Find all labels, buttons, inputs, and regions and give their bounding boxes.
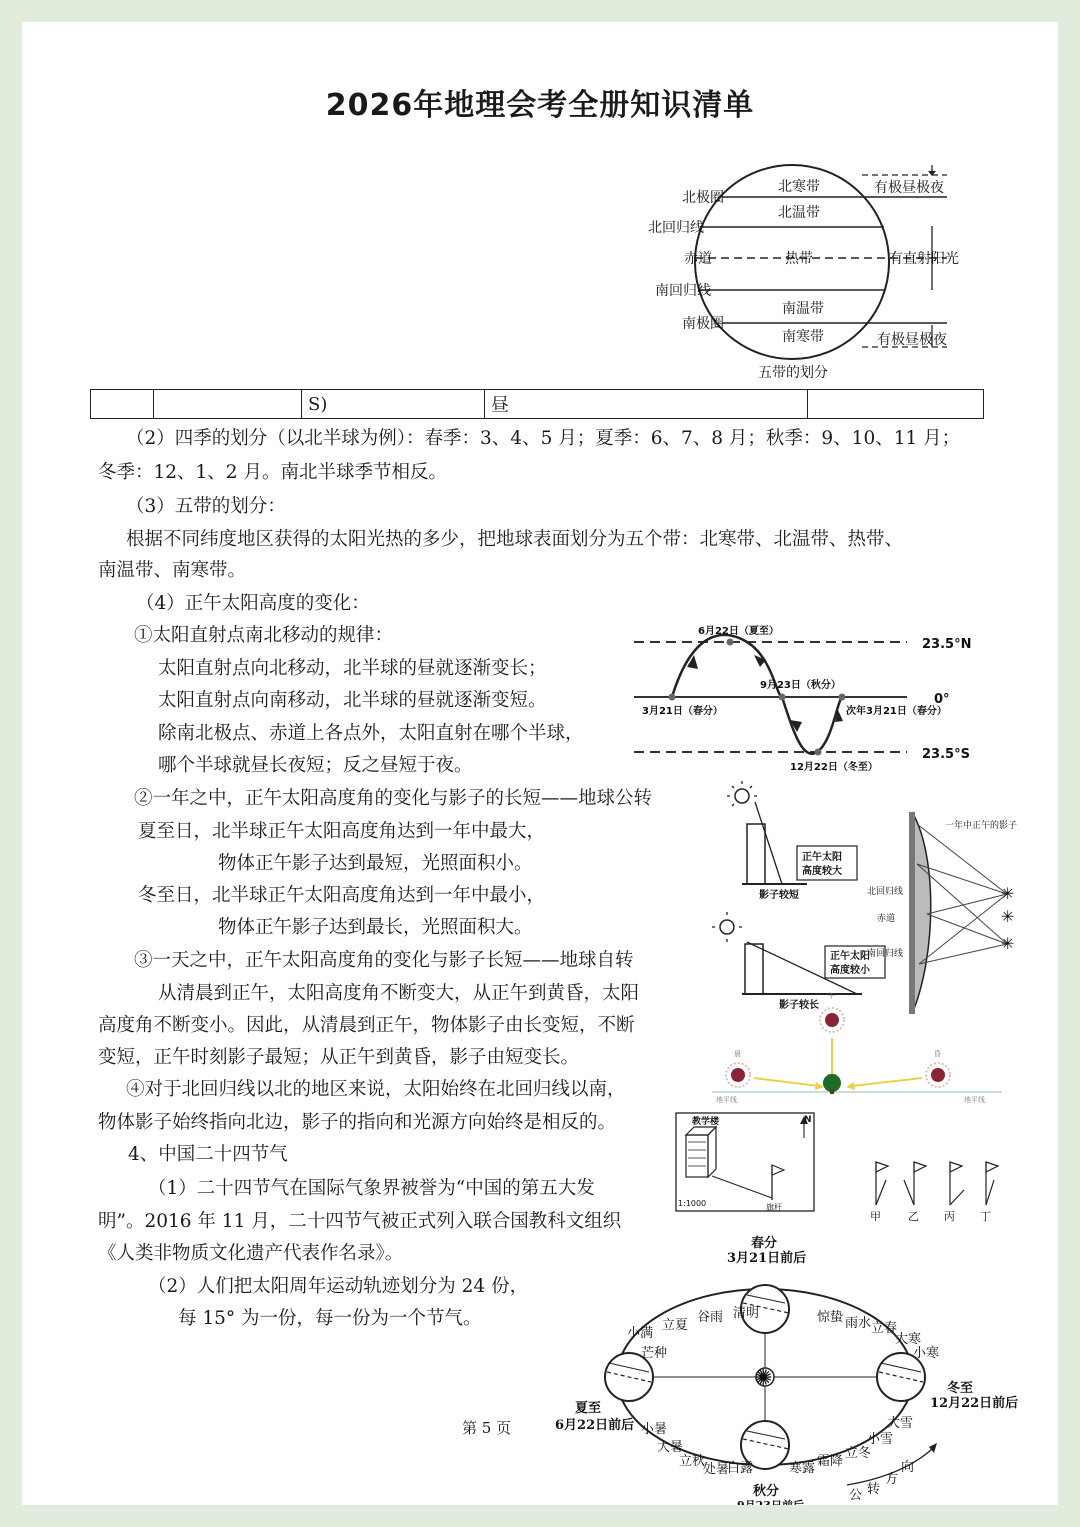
lat-mark-equator: 赤道 [877, 914, 896, 924]
direction-char: 向 [901, 1460, 915, 1475]
page-title: 2026年地理会考全册知识清单 [325, 88, 755, 123]
day-label-evening: 昏 [934, 1050, 941, 1058]
box1-line1: 正午太阳 [802, 852, 842, 863]
day-label-noon: 午 [828, 992, 835, 1000]
school-flagpole-diagram [674, 1110, 1014, 1223]
paragraph: ①太阳直射点南北移动的规律： [134, 625, 394, 646]
lat-mark-cancer: 北回归线 [867, 887, 904, 897]
paragraph: 从清晨到正午，太阳高度角不断变大，从正午到黄昏，太阳 [158, 983, 640, 1004]
short-shadow-label: 影子较短 [759, 890, 799, 901]
summer-label: 夏至 [575, 1401, 602, 1416]
term-label: 大寒 [895, 1332, 922, 1347]
flag-label-yi: 乙 [908, 1210, 919, 1223]
paragraph: 每 15° 为一份，每一份为一个节气。 [178, 1308, 482, 1329]
term-label: 立秋 [679, 1454, 706, 1469]
term-label: 大雪 [887, 1416, 914, 1431]
north-label: N [804, 1115, 812, 1125]
term-label: 小寒 [913, 1346, 940, 1361]
flag-label-ding: 丁 [980, 1210, 991, 1223]
noon-shadow-label: 一年中正午的影子 [945, 821, 1018, 831]
paragraph: 太阳直射点向南移动，北半球的昼就逐渐变短。 [158, 690, 547, 711]
five-zones-diagram [622, 157, 1002, 387]
sun-icon: ✳ [1001, 934, 1015, 953]
day-label-morning: 晨 [734, 1050, 741, 1058]
zones-caption: 五带的划分 [758, 365, 828, 381]
paragraph: （2）人们把太阳周年运动轨迹划分为 24 份， [148, 1276, 529, 1297]
spring-label: 春分 [751, 1236, 778, 1251]
paragraph: 物体正午影子达到最长，光照面积大。 [218, 917, 533, 938]
term-label: 立冬 [845, 1446, 872, 1461]
paragraph: （3）五带的划分： [126, 496, 286, 517]
point-summer-solstice: 6月22日（夏至） [698, 626, 779, 637]
paragraph: ③一天之中，正午太阳高度角的变化与影子长短——地球自转 [134, 950, 634, 971]
autumn-label: 秋分 [753, 1484, 780, 1499]
table-row-fragment [90, 389, 984, 419]
term-label: 处暑 [703, 1462, 730, 1477]
table-cell [808, 390, 984, 419]
term-label: 寒露 [789, 1461, 816, 1476]
sun-icon [754, 1366, 774, 1391]
term-label: 霜降 [817, 1454, 844, 1469]
lat-label-north: 23.5°N [922, 637, 972, 652]
point-spring-equinox: 3月21日（春分） [642, 706, 723, 717]
term-label: 惊蛰 [817, 1310, 844, 1325]
sun-icon [926, 1063, 950, 1087]
point-autumn-equinox: 9月23日（秋分） [760, 680, 841, 691]
term-label: 小雪 [867, 1432, 894, 1447]
paragraph: （4）正午太阳高度的变化： [136, 593, 370, 614]
zones-right-direct-sun: 有直射阳光 [889, 251, 959, 267]
box2-line1: 正午太阳 [830, 951, 870, 962]
term-label: 雨水 [845, 1316, 872, 1331]
table-cell [91, 390, 154, 419]
paragraph: 物体正午影子达到最短，光照面积小。 [218, 853, 533, 874]
building-label: 教学楼 [692, 1117, 720, 1127]
flag-label-bing: 丙 [944, 1210, 955, 1223]
term-label: 清明 [733, 1306, 760, 1321]
solar-terms-diagram [527, 1217, 1027, 1512]
flag-label-jia: 甲 [870, 1210, 881, 1223]
paragraph: （1）二十四节气在国际气象界被誉为“中国的第五大发 [148, 1178, 595, 1199]
document-page [22, 22, 1058, 1512]
zone-south-frigid: 南寒带 [782, 329, 824, 345]
term-label: 小暑 [641, 1422, 668, 1437]
paragraph: 太阳直射点向北移动，北半球的昼就逐渐变长； [158, 658, 547, 679]
lat-label-south: 23.5°S [922, 747, 970, 762]
paragraph: ④对于北回归线以北的地区来说，太阳始终在北回归线以南， [126, 1079, 626, 1100]
paragraph: 夏至日，北半球正午太阳高度角达到一年中最大， [138, 821, 546, 842]
zones-label-antarctic-circle: 南极圈 [682, 316, 724, 332]
noon-shadow-diagram [687, 784, 1027, 1014]
term-label: 芒种 [641, 1346, 668, 1361]
term-label: 立春 [871, 1321, 898, 1336]
zone-north-frigid: 北寒带 [778, 179, 820, 195]
table-cell [154, 390, 302, 419]
lat-mark-capricorn: 南回归线 [867, 949, 904, 959]
direction-char: 公 [849, 1488, 863, 1503]
direction-char: 方 [885, 1472, 899, 1487]
zone-north-temperate: 北温带 [778, 205, 820, 221]
long-shadow-label: 影子较长 [779, 1000, 819, 1011]
scale-label: 1:1000 [678, 1199, 707, 1208]
term-label: 大暑 [657, 1440, 684, 1455]
paragraph: 南温带、南寒带。 [98, 560, 247, 581]
point-winter-solstice: 12月22日（冬至） [790, 762, 878, 773]
zones-label-tropic-capricorn: 南回归线 [655, 283, 711, 299]
paragraph: （2）四季的划分（以北半球为例）：春季：3、4、5 月；夏季：6、7、8 月；秋季：9、10、11 月； [126, 428, 961, 449]
paragraph: 《人类非物质文化遗产代表作名录》。 [98, 1243, 404, 1264]
winter-date: 12月22日前后 [930, 1396, 1019, 1411]
autumn-date: 9月23日前后 [737, 1499, 804, 1512]
zone-south-temperate: 南温带 [782, 301, 824, 317]
sun-icon: ✳ [1001, 907, 1015, 926]
daily-sun-diagram [712, 990, 1002, 1105]
table-cell: 昼 [485, 390, 808, 419]
page-number: 第 5 页 [462, 1419, 512, 1437]
summer-date: 6月22日前后 [555, 1418, 635, 1433]
sun-icon [726, 1063, 750, 1087]
zones-label-arctic-circle: 北极圈 [682, 190, 724, 206]
section-heading: 4、中国二十四节气 [128, 1144, 288, 1165]
subsolar-migration-diagram [632, 622, 1012, 772]
box1-line2: 高度较大 [802, 866, 842, 877]
horizon-label: 地平线 [964, 1096, 985, 1104]
sun-icon [820, 1008, 844, 1032]
term-label: 白露 [727, 1461, 754, 1476]
paragraph: 高度角不断变小。因此，从清晨到正午，物体影子由长变短，不断 [98, 1015, 635, 1036]
point-next-spring-equinox: 次年3月21日（春分） [846, 706, 947, 717]
table-cell: S) [302, 390, 485, 419]
direction-char: 转 [867, 1482, 881, 1497]
paragraph: 物体影子始终指向北边，影子的指向和光源方向始终是相反的。 [98, 1112, 617, 1133]
term-label: 小满 [627, 1326, 654, 1341]
svg-text:✺: ✺ [754, 1366, 773, 1391]
term-label: 谷雨 [697, 1310, 724, 1325]
paragraph: ②一年之中，正午太阳高度角的变化与影子的长短——地球公转 [134, 788, 653, 809]
zones-right-polar-south: 有极昼极夜 [877, 332, 947, 348]
term-label: 立夏 [662, 1318, 689, 1333]
lat-label-equator: 0° [934, 692, 950, 707]
zones-label-equator: 赤道 [684, 251, 712, 267]
paragraph: 变短，正午时刻影子最短；从正午到黄昏，影子由短变长。 [98, 1047, 580, 1068]
box2-line2: 高度较小 [830, 965, 870, 976]
winter-label: 冬至 [947, 1381, 974, 1396]
pole-label: 旗杆 [766, 1203, 782, 1212]
zones-label-tropic-cancer: 北回归线 [648, 220, 704, 236]
spring-date: 3月21日前后 [727, 1251, 807, 1266]
paragraph: 除南北极点、赤道上各点外，太阳直射在哪个半球， [158, 723, 584, 744]
paragraph: 根据不同纬度地区获得的太阳光热的多少，把地球表面划分为五个带：北寒带、北温带、热带、 [126, 529, 904, 550]
sun-icon: ✳ [1001, 884, 1015, 903]
paragraph: 哪个半球就昼长夜短；反之昼短于夜。 [158, 755, 473, 776]
paragraph: 明”。2016 年 11 月，二十四节气被正式列入联合国教科文组织 [98, 1211, 622, 1232]
zones-right-polar-north: 有极昼极夜 [874, 180, 944, 196]
horizon-label: 地平线 [716, 1096, 737, 1104]
zone-tropical: 热带 [785, 251, 813, 267]
paragraph: 冬季：12、1、2 月。南北半球季节相反。 [98, 462, 447, 483]
paragraph: 冬至日，北半球正午太阳高度角达到一年中最小， [138, 885, 546, 906]
